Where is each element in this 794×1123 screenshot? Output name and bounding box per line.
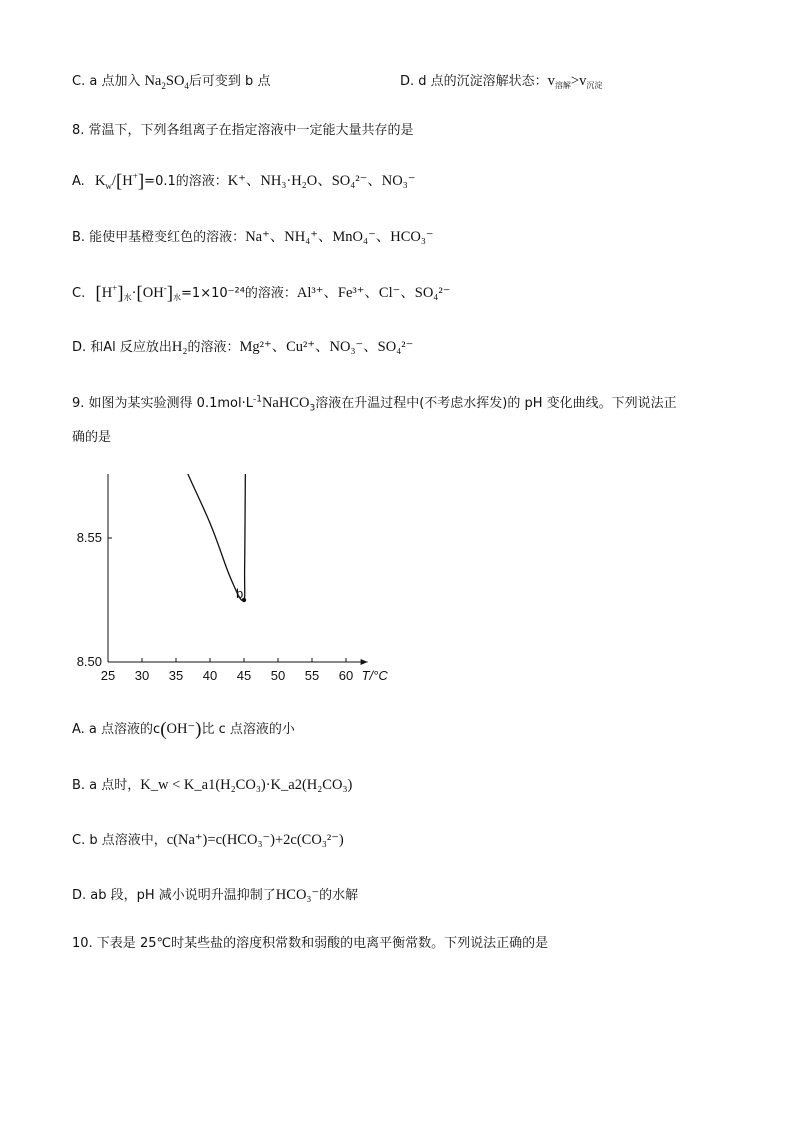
q9-option-b-expr: K_w < K_a1(H₂CO₃)·K_a2(H₂CO₃) (140, 777, 353, 793)
q9-option-b-lead: B. a 点时， (72, 778, 141, 793)
q9-stem-line2: 确的是 (72, 430, 112, 445)
x-axis-label: T/°C (361, 668, 388, 683)
q9-option-c-expr: c(Na⁺)=c(HCO₃⁻)+2c(CO₃²⁻) (166, 832, 344, 848)
q7-option-c-so: SO (165, 73, 185, 89)
q7-option-c (72, 71, 270, 92)
q9-stem-part2: NaHCO (261, 395, 310, 411)
x-tick-label: 25 (100, 668, 116, 683)
q9-option-a-ion: OH⁻ (166, 721, 196, 737)
ph-curve (108, 474, 349, 600)
q8-option-d-lead: D. 和Al 反应放出 (72, 340, 172, 355)
q8-stem: 8. 常温下，下列各组离子在指定溶液中一定能大量共存的是 (72, 123, 414, 138)
y-tick-label: 8.50 (76, 654, 102, 669)
q8-option-a-lead: A. (72, 174, 85, 189)
q8-option-c-ions: Al³⁺、Fe³⁺、Cl⁻、SO₄²⁻ (296, 285, 451, 301)
q9-option-a-lead: A. a 点溶液的c (72, 722, 161, 737)
q8-option-a-cond: =0.1的溶液： (144, 174, 228, 189)
q9-option-a-tail: 比 c 点溶液的小 (201, 722, 295, 737)
x-tick-label: 55 (304, 668, 320, 683)
q8-option-b (72, 227, 434, 248)
q7-option-d-v1: v (547, 73, 555, 89)
q7-option-c-tail: 后可变到 b 点 (188, 74, 271, 89)
q9-option-d-lead: D. ab 段，pH 减小说明升温抑制了 (72, 888, 276, 903)
chart-marks (106, 474, 350, 602)
q9-option-d-tail: 的水解 (319, 888, 359, 903)
x-tick-label: 60 (338, 668, 354, 683)
q7-option-d-gt: > (570, 73, 580, 89)
q8-option-d-gas: H₂ (171, 339, 188, 355)
ph-temperature-chart (68, 474, 408, 694)
x-tick-label: 45 (236, 668, 252, 683)
q8-option-a-ions: K⁺、NH₃·H₂O、SO₄²⁻、NO₃⁻ (227, 173, 416, 189)
q9-stem-part3: 溶液在升温过程中(不考虑水挥发)的 pH 变化曲线。下列说法正 (315, 396, 677, 411)
x-tick-label: 35 (168, 668, 184, 683)
q7-option-d-v2sub: 沉淀 (586, 81, 603, 90)
q9-stem-part1: 9. 如图为某实验测得 0.1mol·L (72, 396, 253, 411)
q8-option-a: A. $K_w/[H^+]=0.1$的溶液：K⁺、NH₃·H₂O、SO₄²⁻、NO₃⁻ (72, 171, 416, 192)
q8-option-d (72, 337, 413, 358)
q8-option-d-ions: Mg²⁺、Cu²⁺、NO₃⁻、SO₄²⁻ (239, 339, 414, 355)
chart-ticks (77, 474, 389, 683)
q8-option-d-mid: 的溶液： (187, 340, 240, 355)
q8-option-b-ions: Na⁺、NH₄⁺、MnO₄⁻、HCO₃⁻ (245, 229, 434, 245)
point-label-b: b (236, 586, 244, 601)
q8-option-c-lead: C. (72, 286, 86, 301)
x-tick-label: 30 (134, 668, 150, 683)
q9-option-a: A. a 点溶液的c(OH⁻)比 c 点溶液的小 (72, 719, 295, 740)
q7-option-d-v2: v (579, 73, 587, 89)
q9-option-c-lead: C. b 点溶液中， (72, 833, 167, 848)
y-tick-label: 8.55 (76, 530, 102, 545)
x-axis-arrow (361, 659, 368, 665)
q8-option-c-water1: 水 (123, 293, 132, 302)
q7-option-d (400, 71, 602, 92)
x-tick-label: 50 (270, 668, 286, 683)
q9-option-d-ion: HCO₃⁻ (275, 887, 320, 903)
q9-option-b (72, 775, 352, 796)
q7-option-c-lead: C. a 点加入 (72, 74, 141, 89)
q7-option-c-na: Na (144, 73, 162, 89)
q10-stem: 10. 下表是 25℃时某些盐的溶度积常数和弱酸的电离平衡常数。下列说法正确的是 (72, 936, 549, 951)
q8-option-c-cond: =1×10⁻²⁴的溶液： (181, 286, 297, 301)
q7-option-c-sub1: 2 (161, 80, 166, 91)
q9-stem-line1: 9. 如图为某实验测得 $0.1mol\cdot L^{-1}NaHCO_3$溶液在升温过程中(不考虑水挥发)的 pH 变化曲线。下列说法正 (72, 394, 677, 414)
chart-axes (105, 474, 368, 665)
x-tick-label: 40 (202, 668, 218, 683)
q7-option-d-lead: D. d 点的沉淀溶解状态： (400, 74, 548, 89)
q9-option-d (72, 885, 358, 906)
q8-option-c: C. $[H^+]_水\cdot[OH^-]_水=1\times 10^{-24}$的溶液：Al³⁺、Fe³⁺、Cl⁻、SO₄²⁻ (72, 283, 451, 304)
q8-option-b-lead: B. 能使甲基橙变红色的溶液： (72, 230, 246, 245)
q9-option-c (72, 830, 344, 851)
q7-option-d-v1sub: 溶解 (554, 81, 571, 90)
q7-option-c-sub2: 4 (184, 80, 189, 91)
q8-option-c-water2: 水 (173, 293, 182, 302)
